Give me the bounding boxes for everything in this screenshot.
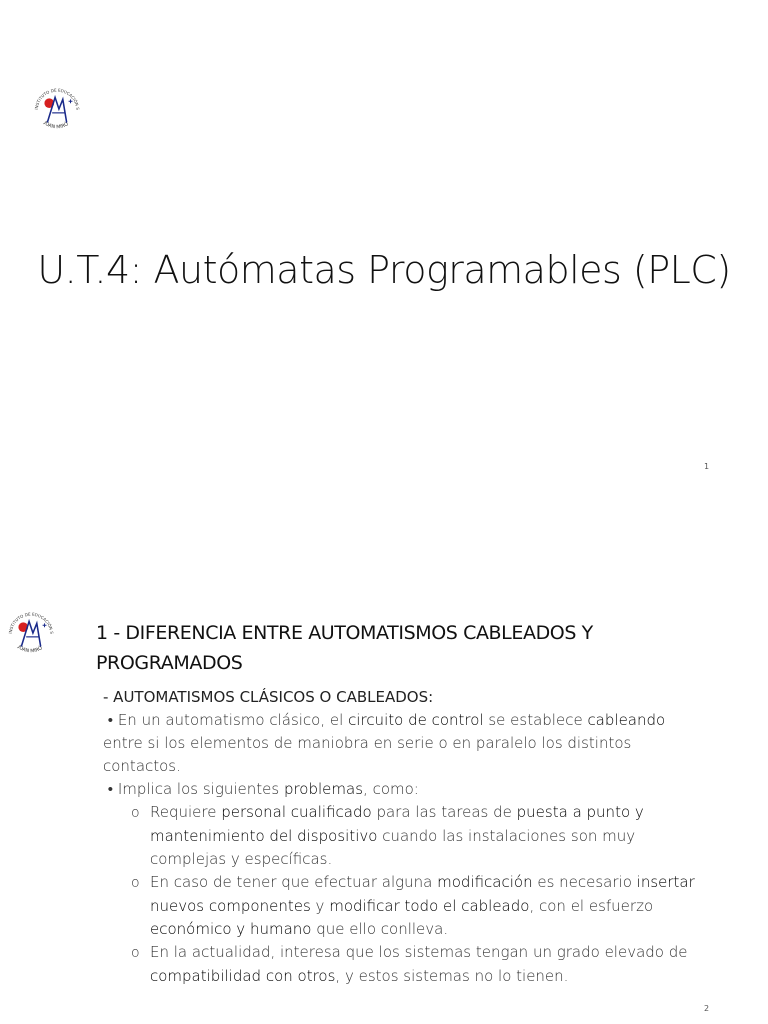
emphasis: mantenimiento del dispositivo bbox=[150, 827, 378, 845]
svg-text:JOAN MIRÓ bbox=[16, 643, 44, 654]
presentation-title: U.T.4: Autómatas Programables (PLC) bbox=[37, 248, 731, 292]
svg-text:INSTITUTO DE EDUCACIÓN SECUNDA bbox=[28, 80, 80, 111]
bullet-marker: • bbox=[107, 711, 114, 729]
sub-bullet-item: o En la actualidad, interesa que los sistemas tengan un grado elevado de compatibilidad con otros, y estos sistemas no lo tienen. bbox=[131, 943, 688, 985]
emphasis: insertar bbox=[636, 873, 695, 891]
section-title: 1 - DIFERENCIA ENTRE AUTOMATISMOS CABLEADOS Y PROGRAMADOS bbox=[96, 622, 593, 674]
emphasis: nuevos componentes bbox=[150, 897, 311, 915]
bullet-item: • En un automatismo clásico, el circuito de control se establece cableando entre si los elementos de maniobra en serie o en paralelo los distintos contactos. bbox=[103, 711, 666, 775]
emphasis: modificación bbox=[437, 873, 533, 891]
logo-bottom-text: JOAN MIRÓ bbox=[42, 120, 70, 131]
school-logo bbox=[2, 604, 60, 662]
subheading: - AUTOMATISMOS CLÁSICOS O CABLEADOS: bbox=[103, 688, 434, 706]
slide-body bbox=[103, 686, 703, 988]
sub-bullet-item: o En caso de tener que efectuar alguna modificación es necesario insertar nuevos componentes y modificar todo el cableado, con el esfuerzo económico y humano que ello conlleva. bbox=[131, 873, 695, 938]
emphasis: circuito de control bbox=[348, 711, 484, 729]
page-number: 2 bbox=[704, 1004, 710, 1013]
logo-top-text: INSTITUTO DE EDUCACIÓN S bbox=[7, 611, 55, 635]
emphasis: problemas bbox=[283, 780, 364, 798]
slide-2 bbox=[0, 512, 768, 1024]
sub-bullet-marker: o bbox=[131, 805, 140, 821]
logo-bottom-text: JOAN MIRÓ bbox=[16, 644, 44, 655]
emphasis: personal cualificado bbox=[221, 803, 372, 821]
sub-bullet-marker: o bbox=[131, 875, 140, 891]
bullet-marker: • bbox=[107, 780, 114, 798]
logo-top-text: INSTITUTO DE EDUCACIÓN S bbox=[33, 87, 81, 111]
emphasis: puesta a punto y bbox=[516, 803, 644, 821]
emphasis: cableando bbox=[587, 711, 666, 729]
sub-bullet-marker: o bbox=[131, 945, 140, 961]
bullet-item: • Implica los siguientes problemas, como: bbox=[107, 780, 419, 798]
svg-text:INSTITUTO DE EDUCACIÓN SECUNDA bbox=[2, 604, 54, 635]
emphasis: económico y humano bbox=[150, 920, 312, 938]
page-number: 1 bbox=[704, 462, 710, 471]
emphasis: modificar todo el cableado bbox=[329, 897, 530, 915]
emphasis: compatibilidad con otros bbox=[150, 967, 336, 985]
svg-text:JOAN MIRÓ bbox=[42, 119, 70, 130]
school-logo bbox=[28, 80, 86, 138]
sub-bullet-item: o Requiere personal cualificado para las tareas de puesta a punto y mantenimiento del dispositivo cuando las instalaciones son muy complejas y específicas. bbox=[131, 803, 644, 868]
